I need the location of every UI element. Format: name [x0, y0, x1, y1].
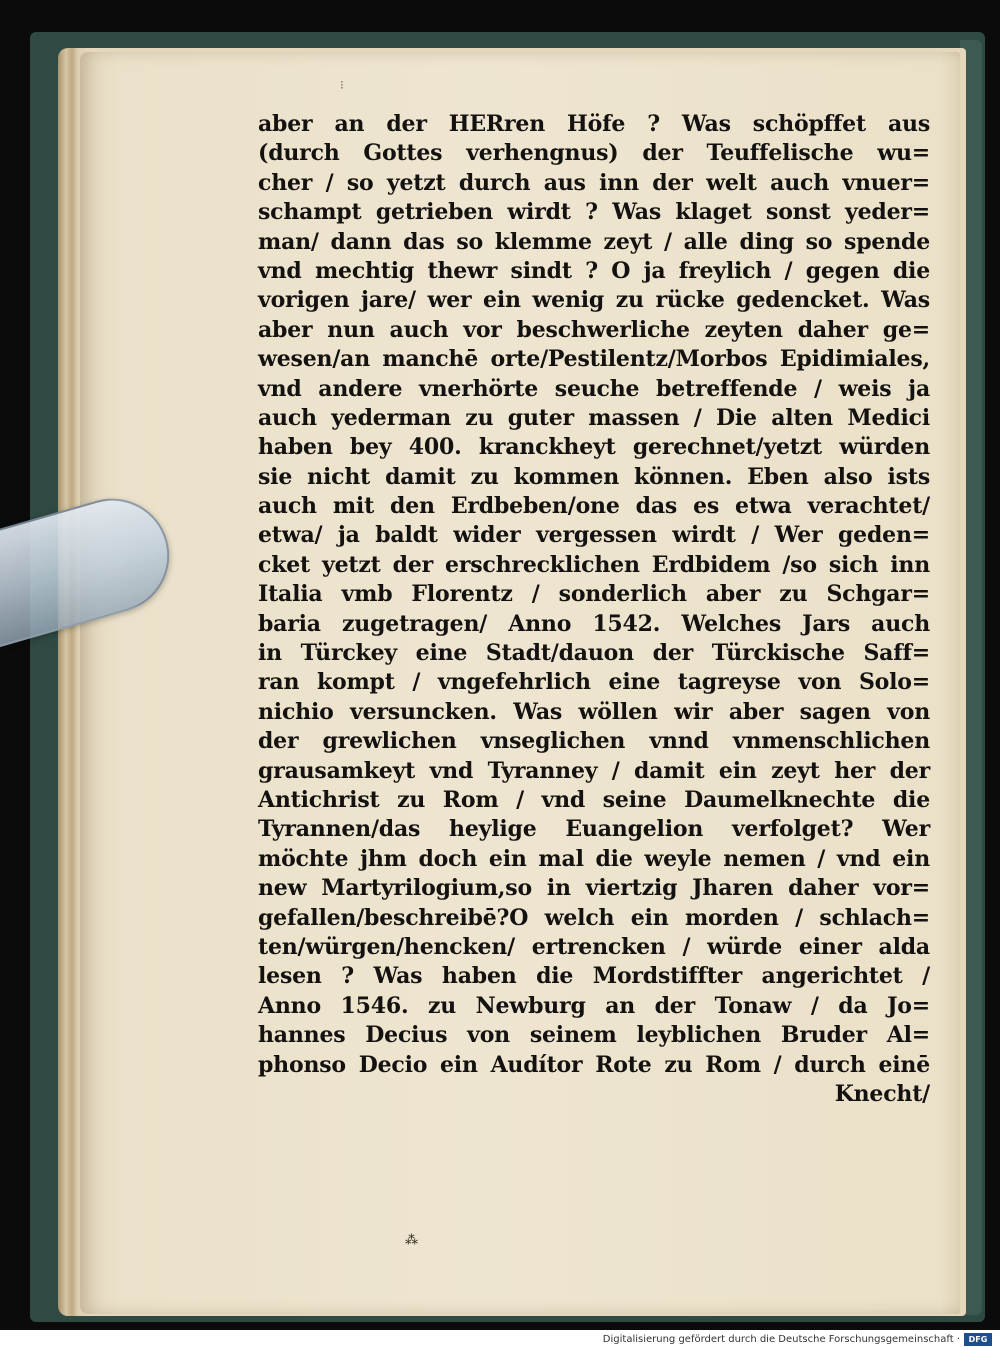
text-line: phonso Decio ein Audítor Rote zu Rom / durch einē	[258, 1051, 930, 1078]
text-line: baria zugetragen/ Anno 1542. Welches Jars auch	[258, 610, 930, 637]
text-line: Anno 1546. zu Newburg an der Tonaw / da Jo=	[258, 992, 930, 1019]
text-line: vorigen jare/ wer ein wenig zu rücke gedencket. Was	[258, 287, 930, 314]
text-line: lesen ? Was haben die Mordstiffter angerichtet /	[258, 963, 930, 990]
text-line: nichio versuncken. Was wöllen wir aber sagen von	[258, 698, 930, 725]
text-line: Knecht/	[834, 1080, 930, 1107]
text-line: ran kompt / vngefehrlich eine tagreyse von Solo=	[258, 669, 930, 696]
text-line: etwa/ ja baldt wider vergessen wirdt / Wer geden=	[258, 522, 930, 549]
text-line: aber an der HERren Höfe ? Was schöpffet aus	[258, 111, 930, 137]
text-line: Italia vmb Florentz / sonderlich aber zu Schgar=	[258, 581, 930, 608]
text-line: möchte jhm doch ein mal die weyle nemen / vnd ein	[258, 845, 930, 872]
text-line: cket yetzt der erschrecklichen Erdbidem /so sich inn	[258, 551, 930, 578]
page-text-block	[258, 110, 930, 1109]
text-line: auch mit den Erdbeben/one das es etwa verachtet/	[258, 493, 930, 520]
text-line: auch yederman zu guter massen / Die alten Medici	[258, 404, 930, 431]
text-line: ten/würgen/hencken/ ertrencken / würde einer alda	[258, 933, 930, 960]
dfg-logo: DFG	[964, 1333, 992, 1346]
text-line: schampt getrieben wirdt ? Was klaget sonst yeder=	[258, 199, 930, 226]
text-line: cher / so yetzt durch aus inn der welt auch vnuer=	[258, 169, 930, 196]
text-line: grausamkeyt vnd Tyranney / damit ein zeyt her der	[258, 757, 930, 784]
text-line: aber nun auch vor beschwerliche zeyten daher ge=	[258, 316, 930, 343]
text-line: vnd mechtig thewr sindt ? O ja freylich / gegen die	[258, 257, 930, 284]
text-line: hannes Decius von seinem leyblichen Bruder Al=	[258, 1022, 930, 1049]
text-line: (durch Gottes verhengnus) der Teuffelische wu=	[258, 140, 930, 167]
text-line: sie nicht damit zu kommen können. Eben also ists	[258, 463, 930, 490]
printer-signature-mark: ⁂	[405, 1233, 419, 1248]
text-line: der grewlichen vnseglichen vnnd vnmenschlichen	[258, 728, 930, 755]
text-line: man/ dann das so klemme zeyt / alle ding so spende	[258, 228, 930, 255]
text-line: new Martyrilogium,so in viertzig Jharen daher vor=	[258, 875, 930, 902]
text-line: in Türckey eine Stadt/dauon der Türckische Saff=	[258, 640, 930, 667]
text-line: Antichrist zu Rom / vnd seine Daumelknechte die	[258, 786, 930, 813]
text-line: haben bey 400. kranckheyt gerechnet/yetzt würden	[258, 434, 930, 461]
text-line: wesen/an manchē orte/Pestilentz/Morbos Epidimiales,	[258, 346, 930, 373]
text-line: gefallen/beschreibē?O welch ein morden / schlach=	[258, 904, 930, 931]
text-line: Tyrannen/das heylige Euangelion verfolget? Wer	[258, 816, 930, 843]
page-mark: ⁝	[340, 78, 344, 92]
digitization-credit: Digitalisierung gefördert durch die Deutsche Forschungsgemeinschaft ·	[602, 1334, 960, 1345]
text-line: vnd andere vnerhörte seuche betreffende / weis ja	[258, 375, 930, 402]
